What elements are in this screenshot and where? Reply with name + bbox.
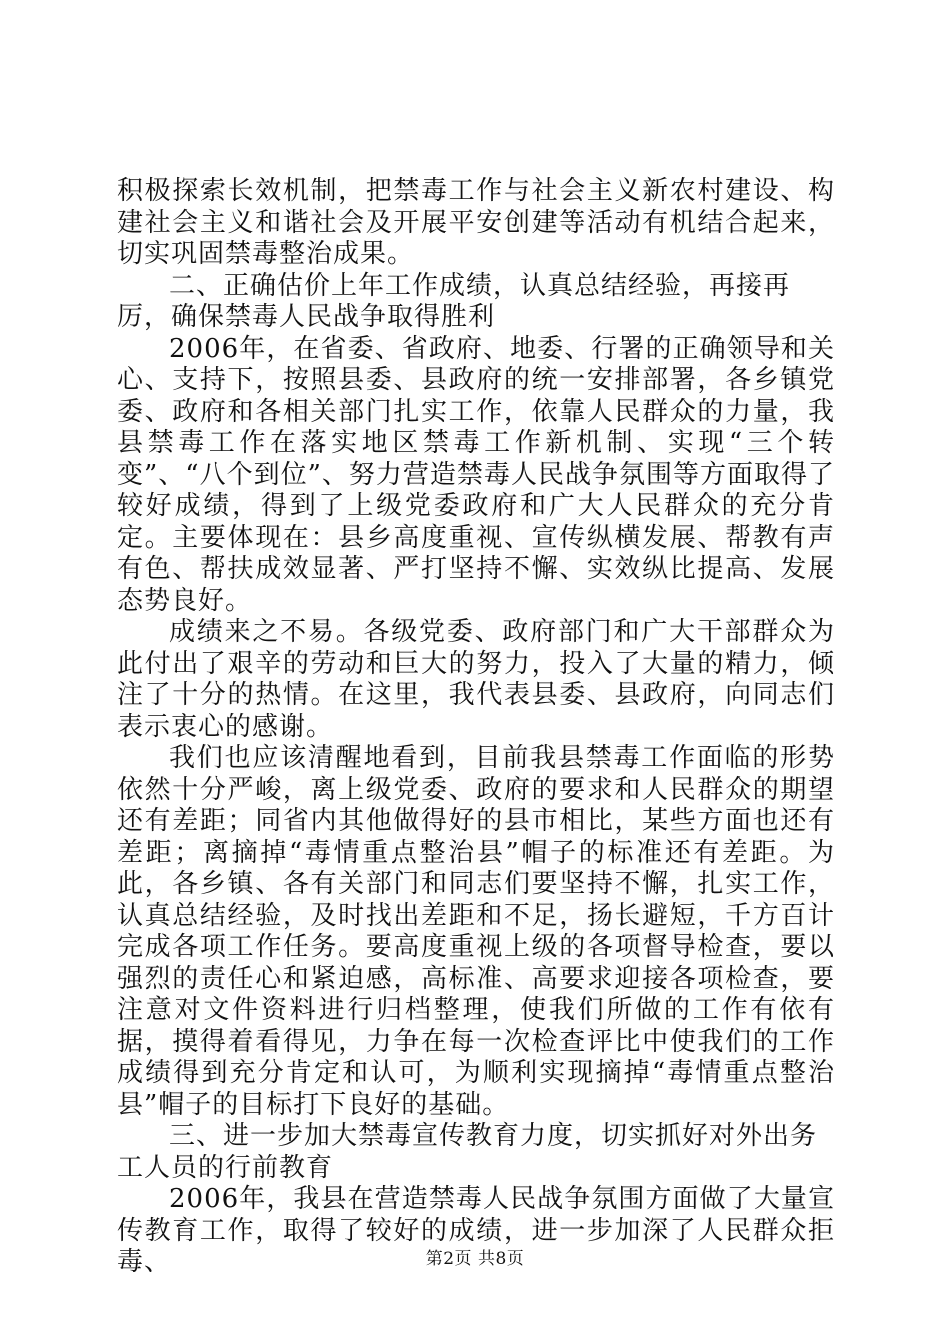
section-heading-3: 三、进一步加大禁毒宣传教育力度，切实抓好对外出务工人员的行前教育 — [117, 1121, 818, 1183]
paragraph-education: 2006年，我县在营造禁毒人民战争氛围方面做了大量宣传教育工作，取得了较好的成绩，进一步加深了人民群众拒毒、 — [117, 1184, 835, 1277]
paragraph-thanks: 成绩来之不易。各级党委、政府部门和广大干部群众为此付出了艰辛的劳动和巨大的努力，投入了大量的精力，倾注了十分的热情。在这里，我代表县委、县政府，向同志们表示衷心的感谢。 — [117, 617, 835, 742]
paragraph-continuation: 积极探索长效机制，把禁毒工作与社会主义新农村建设、构建社会主义和谐社会及开展平安创建等活动有机结合起来，切实巩固禁毒整治成果。 — [117, 176, 835, 269]
paragraph-achievements: 2006年，在省委、省政府、地委、行署的正确领导和关心、支持下，按照县委、县政府的统一安排部署，各乡镇党委、政府和各相关部门扎实工作，依靠人民群众的力量，我县禁毒工作在落实地区禁毒工作新机制、实现“三个转变”、“八个到位”、努力营造禁毒人民战争氛围等方面取得了较好成绩，得到了上级党委政府和广大人民群众的充分肯定。主要体现在：县乡高度重视、宣传纵横发展、帮教有声有色、帮扶成效显著、严打坚持不懈、实效纵比提高、发展态势良好。 — [117, 333, 835, 616]
page-footer: 第2页 共8页 — [425, 1249, 525, 1269]
paragraph-gaps: 我们也应该清醒地看到，目前我县禁毒工作面临的形势依然十分严峻，离上级党委、政府的要求和人民群众的期望还有差距；同省内其他做得好的县市相比，某些方面也还有差距；离摘掉“毒情重点整治县”帽子的标准还有差距。为此，各乡镇、各有关部门和同志们要坚持不懈，扎实工作，认真总结经验，及时找出差距和不足，扬长避短，千方百计完成各项工作任务。要高度重视上级的各项督导检查，要以强烈的责任心和紧迫感，高标准、高要求迎接各项检查，要注意对文件资料进行归档整理，使我们所做的工作有依有据，摸得着看得见，力争在每一次检查评比中使我们的工作成绩得到充分肯定和认可，为顺利实现摘掉“毒情重点整治县”帽子的目标打下良好的基础。 — [117, 743, 835, 1120]
document-body — [117, 176, 835, 1279]
section-heading-2: 二、正确估价上年工作成绩，认真总结经验，再接再厉，确保禁毒人民战争取得胜利 — [117, 270, 791, 332]
